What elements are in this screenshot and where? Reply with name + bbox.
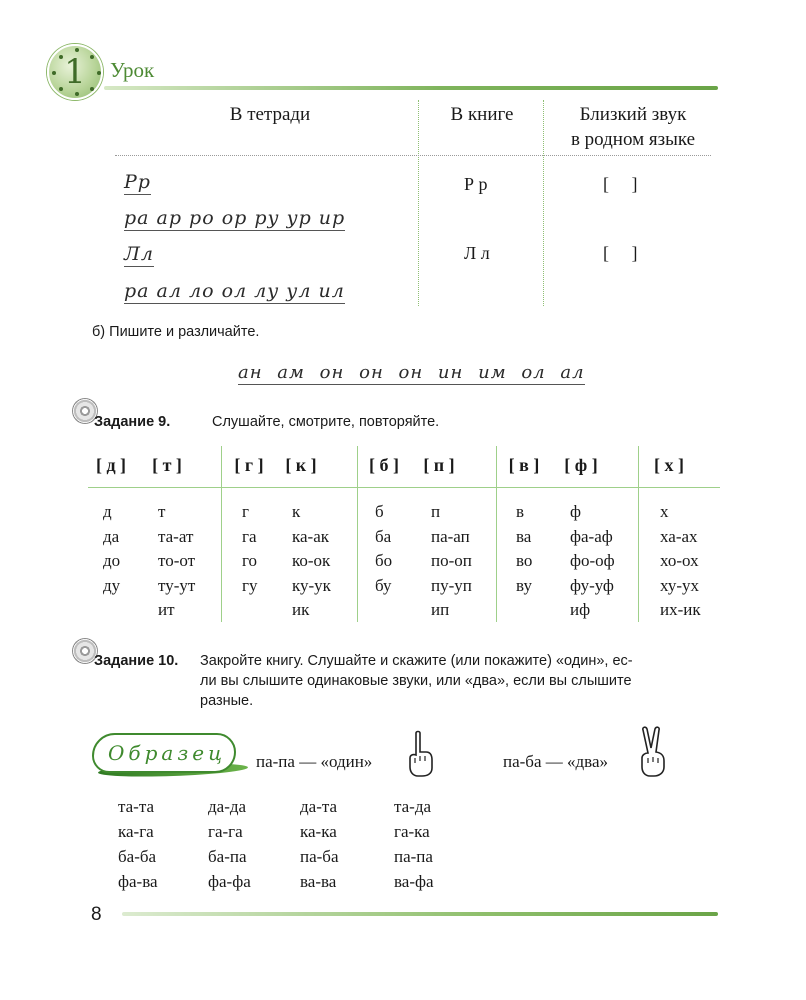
syllable: ку-ук — [292, 575, 331, 595]
syllable: п — [431, 502, 441, 521]
pair-grid-col3 — [300, 794, 339, 894]
sound-header-g: [ г ] — [234, 455, 264, 475]
syllable: в — [516, 502, 525, 521]
sample-label: Образец — [108, 741, 227, 765]
syllable: бо — [375, 551, 393, 570]
cursive-row-l-syllables — [124, 280, 345, 302]
syllable: ф — [570, 502, 582, 521]
footer-rule — [122, 912, 718, 916]
sound-table-divider — [638, 446, 639, 622]
syllable-pair: та-та — [118, 797, 155, 816]
sound-header-d: [ д ] — [95, 455, 127, 475]
native-sound-blank-l: [ ] — [603, 243, 640, 263]
task9-label: Задание 9. — [94, 414, 171, 430]
sound-header-f: [ ф ] — [564, 455, 598, 475]
pair-grid-col1 — [118, 794, 158, 894]
task10-label: Задание 10. — [94, 653, 179, 669]
syllable-pair: ба-ба — [118, 847, 157, 866]
syllable: ка-ак — [292, 526, 330, 546]
syllable: гу — [242, 575, 258, 595]
syllable-pair: та-да — [394, 797, 432, 816]
cursive-text: ра ар ро ор ру ур ир — [124, 207, 346, 229]
task9-instruction: Слушайте, смотрите, повторяйте. — [212, 414, 440, 430]
sound-header-p: [ п ] — [423, 455, 455, 475]
sound-header-b: [ б ] — [369, 455, 399, 475]
syllable-pair: фа-ва — [118, 872, 158, 891]
header-native-sound-line1: Близкий звук — [579, 104, 687, 125]
syllable-pair: ка-га — [118, 822, 154, 841]
sound-header-h: [ х ] — [654, 455, 684, 475]
sound-column-v — [516, 500, 532, 598]
syllable: х — [660, 502, 669, 521]
syllable: фо-оф — [570, 551, 615, 570]
cursive-text: Рр — [124, 171, 151, 193]
syllable: по-оп — [431, 551, 472, 570]
syllable: г — [242, 502, 249, 521]
sound-table-divider — [221, 446, 222, 622]
task10-instruction-line3: разные. — [200, 693, 254, 709]
syllable: б — [375, 502, 384, 521]
syllable: иф — [570, 600, 591, 619]
pair-grid-col2 — [208, 794, 251, 894]
syllable-pair: па-ба — [300, 847, 339, 866]
sample-badge — [92, 733, 236, 773]
syllable-pair: ба-па — [208, 847, 247, 866]
header-native-sound-line2: в родном языке — [570, 129, 696, 150]
syllable-pair: да-да — [208, 797, 247, 816]
syllable: пу-уп — [431, 575, 472, 595]
task10-instruction-line1: Закройте книгу. Слушайте и скажите (или покажите) «один», ес- — [200, 653, 633, 669]
task10-instruction-line2: ли вы слышите одинаковые звуки, или «два», если вы слышите — [200, 673, 632, 689]
syllable: да — [103, 526, 120, 546]
sound-table-header-rule — [88, 487, 720, 488]
table-divider — [418, 100, 419, 306]
native-sound-blank-r: [ ] — [603, 174, 640, 194]
syllable: фа-аф — [570, 526, 613, 546]
syllable-pair: па-па — [394, 847, 433, 866]
sound-header-t: [ т ] — [152, 455, 182, 475]
section-b-instruction: б) Пишите и различайте. — [92, 324, 260, 340]
sound-column-t — [158, 500, 195, 623]
table-header-rule — [115, 155, 711, 156]
syllable: ду — [103, 575, 121, 595]
syllable-pair: га-га — [208, 822, 243, 841]
syllable-pair: да-та — [300, 797, 338, 816]
sound-table-divider — [496, 446, 497, 622]
syllable: до — [103, 551, 121, 570]
syllable: та-ат — [158, 526, 194, 546]
sound-column-k — [292, 500, 331, 623]
syllable-pair: ва-фа — [394, 872, 434, 891]
cursive-text: Лл — [124, 243, 154, 265]
lesson-title: Урок — [110, 58, 155, 82]
syllable: к — [292, 502, 301, 521]
syllable: во — [516, 551, 533, 570]
sound-header-v: [ в ] — [508, 455, 540, 475]
syllable: ит — [158, 600, 175, 619]
cursive-text: ра ал ло ол лу ул ил — [124, 280, 345, 302]
lesson-clock-icon — [47, 44, 103, 100]
syllable: ту-ут — [158, 575, 196, 595]
pair-grid-col4 — [394, 794, 434, 894]
book-letter-l: Л л — [464, 243, 490, 263]
syllable: ба — [375, 526, 392, 546]
cursive-row-r-letters — [124, 171, 151, 193]
sound-column-b — [375, 500, 392, 598]
syllable: бу — [375, 575, 392, 595]
syllable: ха-ах — [660, 526, 698, 546]
header-book: В книге — [450, 104, 514, 125]
two-fingers-hand-icon — [636, 726, 670, 778]
syllable: го — [242, 551, 258, 570]
example-one: па-па — «один» — [256, 752, 373, 771]
syllable-pair: ва-ва — [300, 872, 337, 891]
section-b-cursive-line — [238, 362, 585, 383]
syllable: их-ик — [660, 600, 701, 619]
header-notebook: В тетради — [229, 104, 311, 125]
syllable: хо-ох — [660, 551, 699, 570]
syllable: ип — [431, 600, 450, 619]
book-letter-r: Р р — [464, 174, 488, 194]
syllable: т — [158, 502, 166, 521]
syllable: ху-ух — [660, 575, 700, 595]
syllable: га — [242, 526, 257, 546]
cursive-row-r-syllables — [124, 207, 345, 229]
syllable: ко-ок — [292, 551, 331, 570]
syllable: д — [103, 502, 112, 521]
cursive-text: ан ам он он он ин им ол ал — [238, 362, 585, 383]
sound-column-h — [660, 500, 701, 623]
header-rule — [104, 86, 718, 90]
sound-header-k: [ к ] — [285, 455, 317, 475]
one-finger-hand-icon — [405, 730, 435, 778]
syllable: ик — [292, 600, 310, 619]
sound-column-p — [431, 500, 472, 623]
syllable: то-от — [158, 551, 196, 570]
sound-column-g — [242, 500, 257, 598]
example-two: па-ба — «два» — [503, 752, 608, 771]
syllable-pair: фа-фа — [208, 872, 251, 891]
syllable: па-ап — [431, 526, 470, 546]
lesson-number: 1 — [64, 52, 86, 92]
syllable-pair: ка-ка — [300, 822, 337, 841]
table-divider — [543, 100, 544, 306]
syllable: ву — [516, 575, 532, 595]
page-number: 8 — [91, 904, 102, 925]
clock-tick — [75, 92, 79, 96]
sound-column-f — [570, 500, 615, 623]
sound-table-divider — [357, 446, 358, 622]
syllable-pair: га-ка — [394, 822, 430, 841]
cursive-row-l-letters — [124, 243, 154, 265]
syllable: фу-уф — [570, 575, 614, 595]
syllable: ва — [516, 526, 532, 546]
sound-column-d — [103, 500, 120, 598]
